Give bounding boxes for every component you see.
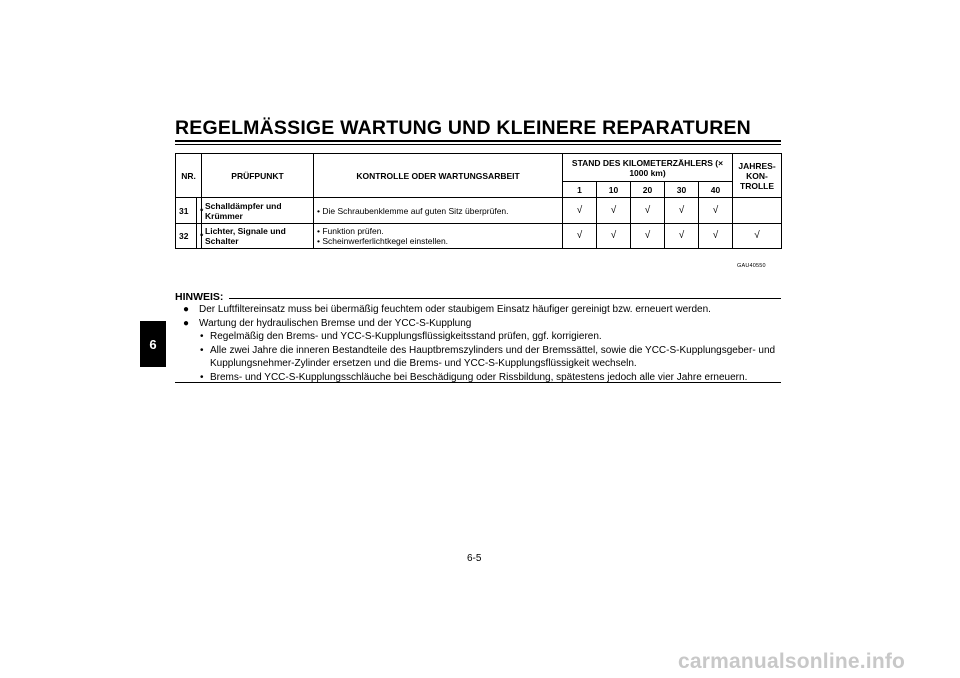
annual-check (733, 198, 782, 224)
check-mark: √ (563, 198, 597, 224)
note-sub-text: Regelmäßig den Brems- und YCC-S-Kupplungsflüssigkeitsstand prüfen, ggf. korrigieren. (210, 331, 602, 342)
filled-circle-icon: ● (183, 304, 190, 315)
work-line: • Die Schraubenklemme auf guten Sitz überprüfen. (317, 206, 559, 216)
watermark: carmanualsonline.info (678, 650, 906, 673)
table-row (176, 198, 782, 224)
title-rule (175, 140, 781, 142)
check-mark: √ (597, 198, 631, 224)
note-rule-bottom (175, 382, 781, 383)
bullet-icon: • (200, 331, 204, 342)
note-text: Wartung der hydraulischen Bremse und der YCC-S-Kupplung (199, 317, 472, 329)
note-rule (229, 298, 781, 299)
header-work: KONTROLLE ODER WARTUNGSARBEIT (314, 154, 563, 198)
work-line: • Funktion prüfen. (317, 226, 559, 236)
note-sub-text: Brems- und YCC-S-Kupplungsschläuche bei Beschädigung oder Rissbildung, spätestens jedoch alle vier Jahre erneuern. (210, 371, 748, 383)
work-line: • Scheinwerferlichtkegel einstellen. (317, 236, 559, 246)
check-mark: √ (699, 224, 733, 249)
note-item (183, 303, 781, 317)
row-marker: * (197, 198, 202, 224)
page-number: 6-5 (467, 553, 482, 564)
header-km-1: 1 (563, 182, 597, 198)
note-sub-item (183, 344, 781, 371)
check-mark: √ (631, 224, 665, 249)
row-item: Lichter, Signale und Schalter (202, 224, 314, 249)
row-work (314, 224, 563, 249)
row-marker: * (197, 224, 202, 249)
note-sub-text: Alle zwei Jahre die inneren Bestandteile des Hauptbremszylinders und der Bremssättel, sowie die YCC-S-Kupplungsgeber- und Kupplungsnehmer-Zylinder ersetzen und die Brems- und YCC-S-Kupplungsflüssigkeit wechseln. (210, 344, 776, 369)
check-mark: √ (699, 198, 733, 224)
page-title: REGELMÄSSIGE WARTUNG UND KLEINERE REPARATUREN (175, 117, 751, 139)
check-mark: √ (631, 198, 665, 224)
note-sub-item (183, 330, 781, 344)
bullet-icon: • (200, 371, 204, 383)
row-number: 32 (176, 224, 197, 249)
note-text: Der Luftfiltereinsatz muss bei übermäßig feuchtem oder staubigem Einsatz häufiger gereinigt bzw. erneuert werden. (199, 304, 711, 315)
header-km-40: 40 (699, 182, 733, 198)
maintenance-table (175, 153, 782, 249)
check-mark: √ (665, 198, 699, 224)
annual-check: √ (733, 224, 782, 249)
title-rule-thin (175, 144, 781, 145)
row-item: Schalldämpfer und Krümmer (202, 198, 314, 224)
header-annual: JAHRES-KON-TROLLE (733, 154, 782, 198)
bullet-icon: • (200, 344, 204, 356)
chapter-tab: 6 (140, 321, 166, 367)
row-number: 31 (176, 198, 197, 224)
row-work (314, 198, 563, 224)
header-km-30: 30 (665, 182, 699, 198)
table-row (176, 224, 782, 249)
document-code: GAU40550 (737, 263, 766, 269)
header-item: PRÜFPUNKT (202, 154, 314, 198)
note-item (183, 317, 781, 331)
note-heading: HINWEIS: (175, 291, 224, 303)
header-km-20: 20 (631, 182, 665, 198)
check-mark: √ (563, 224, 597, 249)
header-odometer: STAND DES KILOMETERZÄHLERS (× 1000 km) (563, 154, 733, 182)
note-list (183, 303, 781, 384)
check-mark: √ (665, 224, 699, 249)
filled-circle-icon: ● (183, 317, 190, 329)
check-mark: √ (597, 224, 631, 249)
header-nr: NR. (176, 154, 202, 198)
header-km-10: 10 (597, 182, 631, 198)
